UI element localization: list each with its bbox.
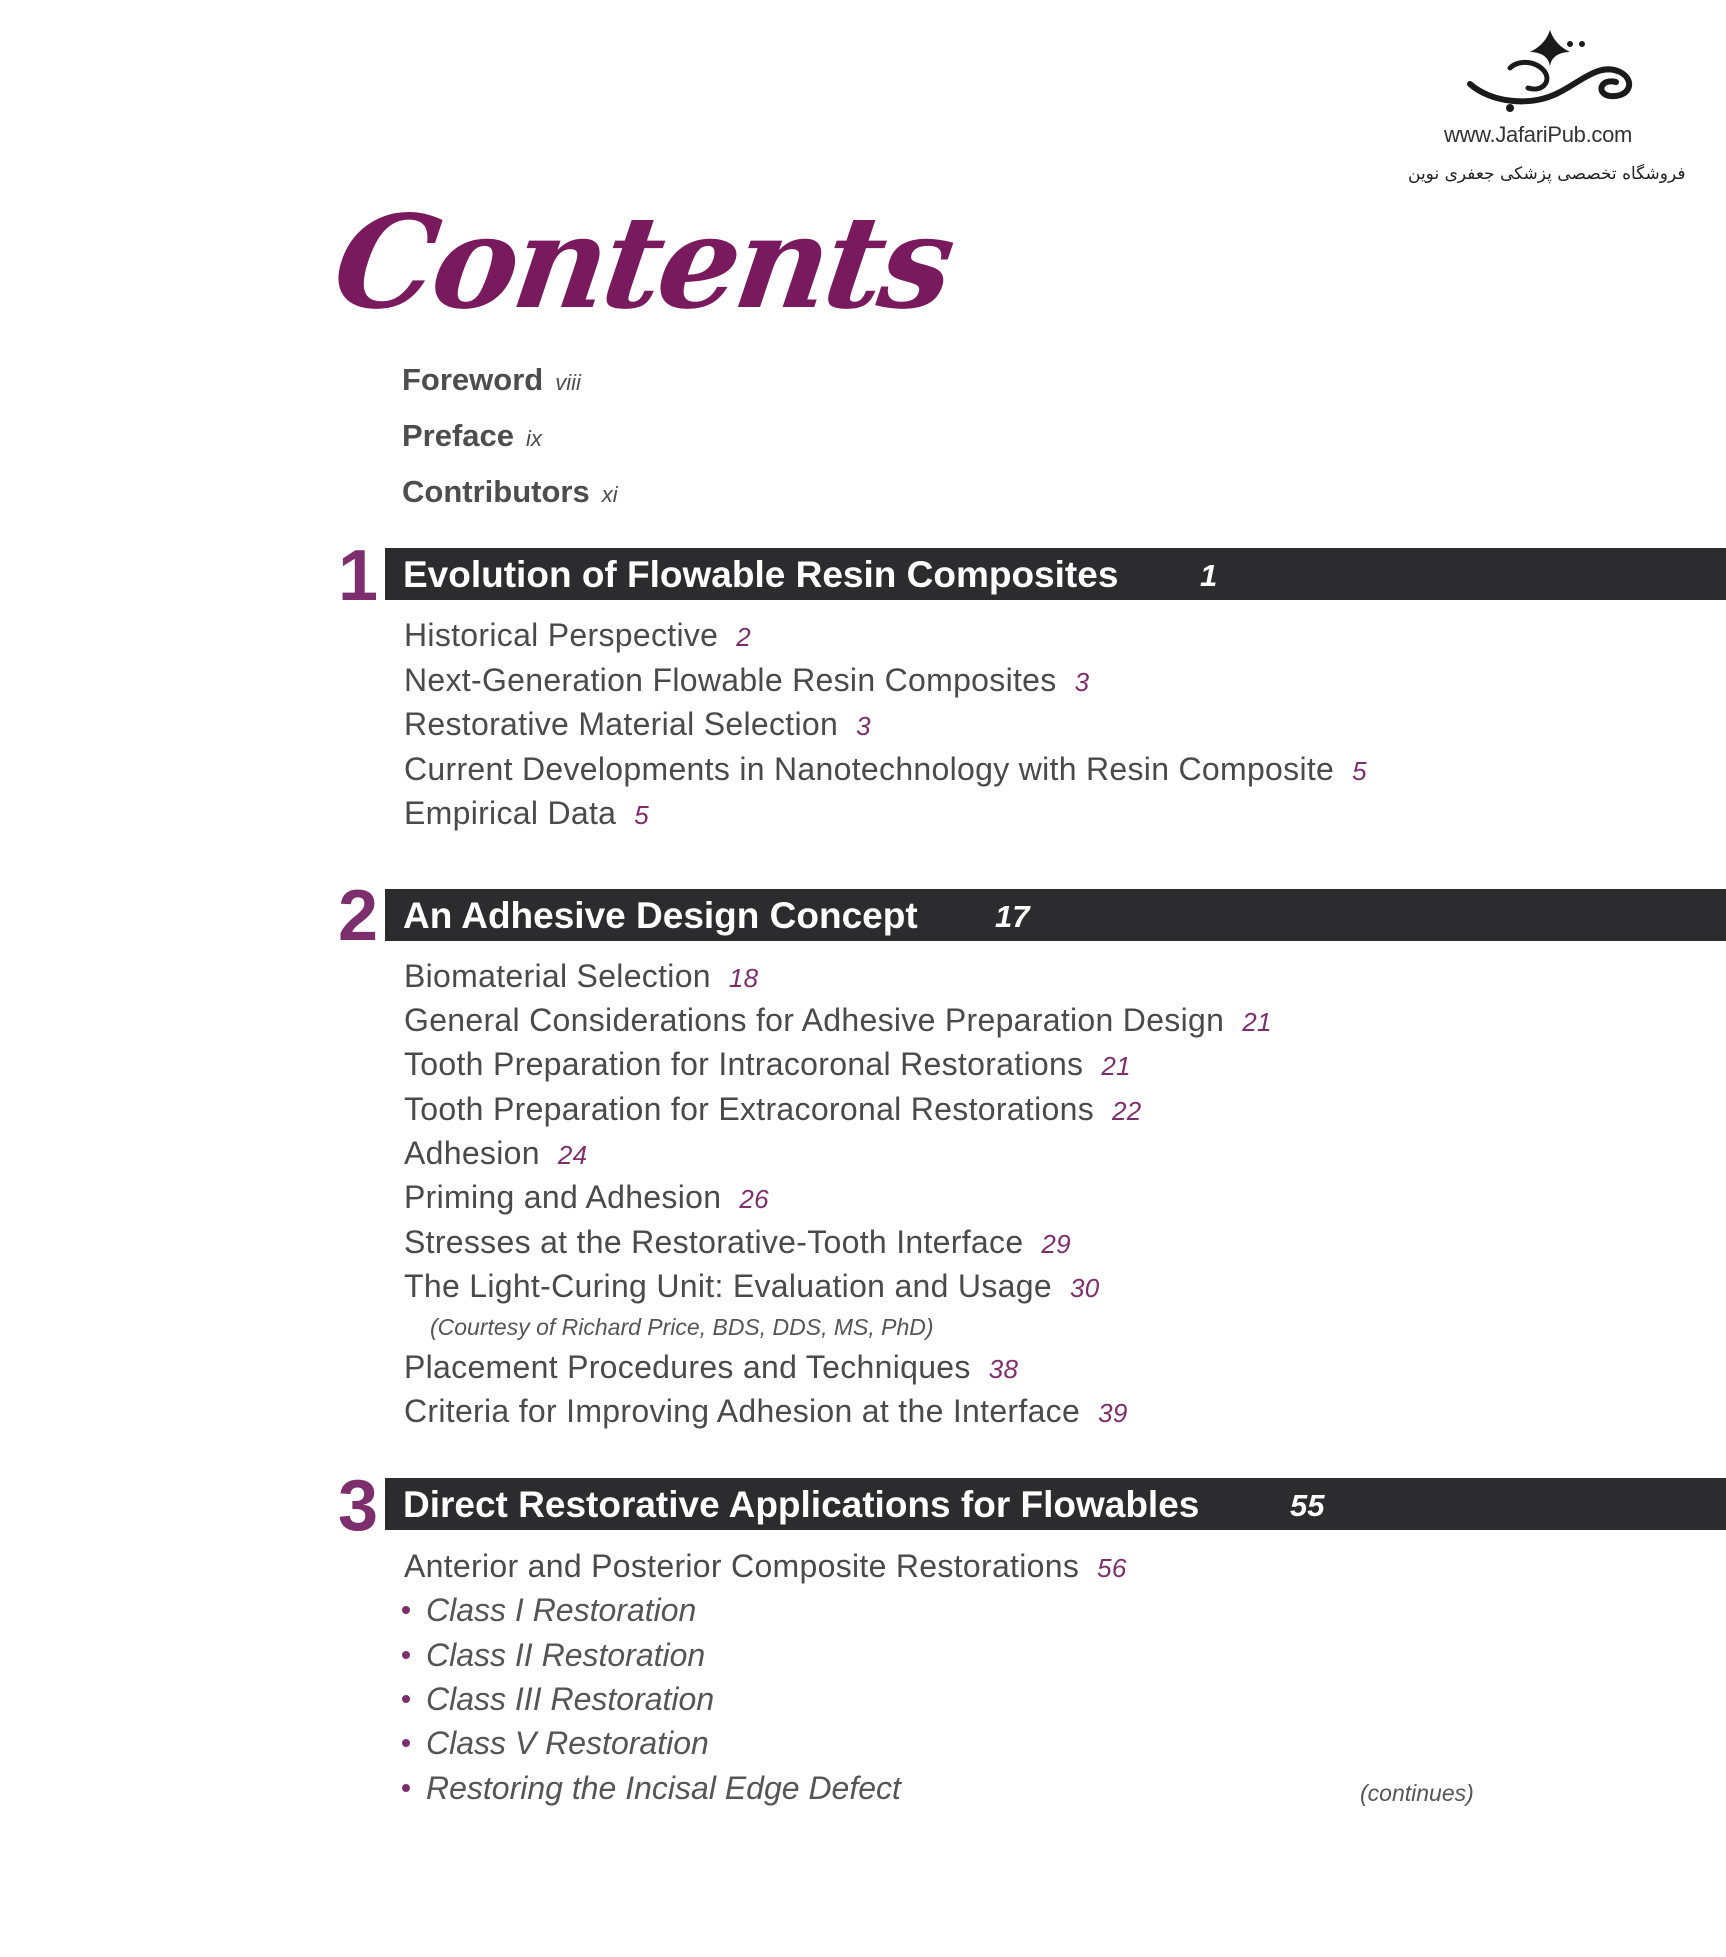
toc-entry-label: Tooth Preparation for Extracoronal Restorations (404, 1091, 1095, 1127)
toc-entry[interactable] (404, 1548, 1127, 1585)
toc-entry-label: Tooth Preparation for Intracoronal Restorations (404, 1046, 1084, 1082)
bullet-icon (402, 1606, 410, 1614)
chapter-header-1[interactable] (385, 548, 1726, 600)
front-item-foreword[interactable] (402, 362, 581, 398)
toc-entry[interactable] (404, 1091, 1142, 1128)
toc-entry-page: 3 (856, 711, 871, 741)
toc-entry-page: 24 (557, 1140, 588, 1170)
chapter-header-3[interactable] (385, 1478, 1726, 1530)
toc-subentry-label: Class II Restoration (426, 1637, 706, 1673)
toc-entry-page: 5 (1352, 756, 1367, 786)
toc-entry-page: 18 (728, 963, 759, 993)
toc-entry[interactable] (404, 1002, 1272, 1039)
publisher-logo (1400, 22, 1700, 192)
continues-note: (continues) (1360, 1780, 1474, 1806)
front-item-contributors[interactable] (402, 474, 618, 510)
toc-entry[interactable] (404, 1179, 769, 1216)
toc-subentry-label: Restoring the Incisal Edge Defect (426, 1770, 901, 1806)
toc-entry-page: 29 (1041, 1229, 1071, 1259)
toc-entry-label: Next-Generation Flowable Resin Composites (404, 662, 1057, 698)
front-item-page: viii (555, 370, 581, 395)
chapter-page: 1 (1200, 558, 1218, 593)
chapter-number: 3 (338, 1466, 379, 1546)
front-item-page: xi (601, 482, 618, 507)
toc-entry-label: Empirical Data (404, 795, 617, 831)
toc-entry[interactable] (404, 1224, 1071, 1261)
toc-entry-page: 5 (634, 800, 650, 830)
toc-entry-page: 3 (1074, 667, 1090, 697)
toc-entry[interactable] (404, 1349, 1018, 1386)
toc-entry-label: Criteria for Improving Adhesion at the Interface (404, 1393, 1081, 1429)
front-item-label: Foreword (402, 362, 544, 397)
toc-subentry-label: Class I Restoration (426, 1592, 697, 1628)
toc-subentry[interactable] (402, 1637, 705, 1674)
toc-entry-page: 22 (1112, 1096, 1142, 1126)
credit-note: (Courtesy of Richard Price, BDS, DDS, MS, PhD) (430, 1314, 934, 1340)
toc-entry[interactable] (404, 1393, 1128, 1430)
toc-entry-label: Restorative Material Selection (404, 706, 839, 742)
bullet-icon (402, 1695, 410, 1703)
toc-subentry-label: Class V Restoration (426, 1725, 709, 1761)
toc-entry-page: 56 (1097, 1553, 1127, 1583)
toc-entry[interactable] (404, 617, 751, 654)
toc-subentry[interactable] (402, 1770, 901, 1807)
chapter-title: An Adhesive Design Concept (403, 895, 918, 936)
toc-entry-page: 38 (988, 1354, 1019, 1384)
toc-entry-label: Priming and Adhesion (404, 1179, 722, 1215)
toc-entry[interactable] (404, 1268, 1099, 1305)
toc-entry-label: Anterior and Posterior Composite Restorations (404, 1548, 1080, 1584)
front-item-label: Contributors (402, 474, 590, 509)
chapter-page: 17 (995, 899, 1030, 934)
toc-subentry-label: Class III Restoration (426, 1681, 715, 1717)
toc-entry[interactable] (404, 795, 649, 832)
chapter-number: 2 (338, 876, 379, 956)
toc-entry-label: The Light-Curing Unit: Evaluation and Usage (404, 1268, 1052, 1304)
toc-entry-page: 30 (1069, 1273, 1100, 1303)
toc-subentry[interactable] (402, 1725, 709, 1762)
toc-entry-page: 21 (1101, 1051, 1131, 1081)
calligraphy-logo-icon (1450, 22, 1650, 122)
front-item-label: Preface (402, 418, 515, 453)
toc-entry-page: 21 (1242, 1007, 1272, 1037)
toc-entry[interactable] (404, 1135, 587, 1172)
publisher-tagline: فروشگاه تخصصی پزشکی جعفری نوین (1408, 164, 1686, 184)
chapter-number: 1 (338, 536, 379, 616)
toc-entry[interactable] (404, 1046, 1131, 1083)
chapter-header-2[interactable] (385, 889, 1726, 941)
toc-entry-label: Historical Perspective (404, 617, 719, 653)
toc-entry[interactable] (404, 751, 1367, 788)
toc-entry-label: General Considerations for Adhesive Preparation Design (404, 1002, 1225, 1038)
toc-entry-page: 26 (739, 1184, 769, 1214)
page-title: Contents (325, 188, 960, 338)
bullet-icon (402, 1739, 410, 1747)
chapter-title: Direct Restorative Applications for Flowables (403, 1484, 1200, 1525)
toc-entry-label: Adhesion (404, 1135, 540, 1171)
toc-entry-label: Placement Procedures and Techniques (404, 1349, 971, 1385)
toc-entry-page: 2 (736, 622, 752, 652)
toc-subentry[interactable] (402, 1681, 714, 1718)
toc-entry-page: 39 (1098, 1398, 1128, 1428)
toc-entry[interactable] (404, 958, 758, 995)
bullet-icon (402, 1651, 410, 1659)
chapter-page: 55 (1290, 1488, 1325, 1523)
toc-entry-label: Current Developments in Nanotechnology with Resin Composite (404, 751, 1335, 787)
toc-entry[interactable] (404, 706, 871, 743)
toc-entry-label: Stresses at the Restorative-Tooth Interface (404, 1224, 1024, 1260)
publisher-url[interactable]: www.JafariPub.com (1444, 122, 1633, 147)
toc-entry[interactable] (404, 662, 1089, 699)
front-item-preface[interactable] (402, 418, 542, 454)
front-item-page: ix (526, 426, 542, 451)
chapter-title: Evolution of Flowable Resin Composites (403, 554, 1119, 595)
bullet-icon (402, 1784, 410, 1792)
toc-subentry[interactable] (402, 1592, 696, 1629)
toc-entry-label: Biomaterial Selection (404, 958, 711, 994)
